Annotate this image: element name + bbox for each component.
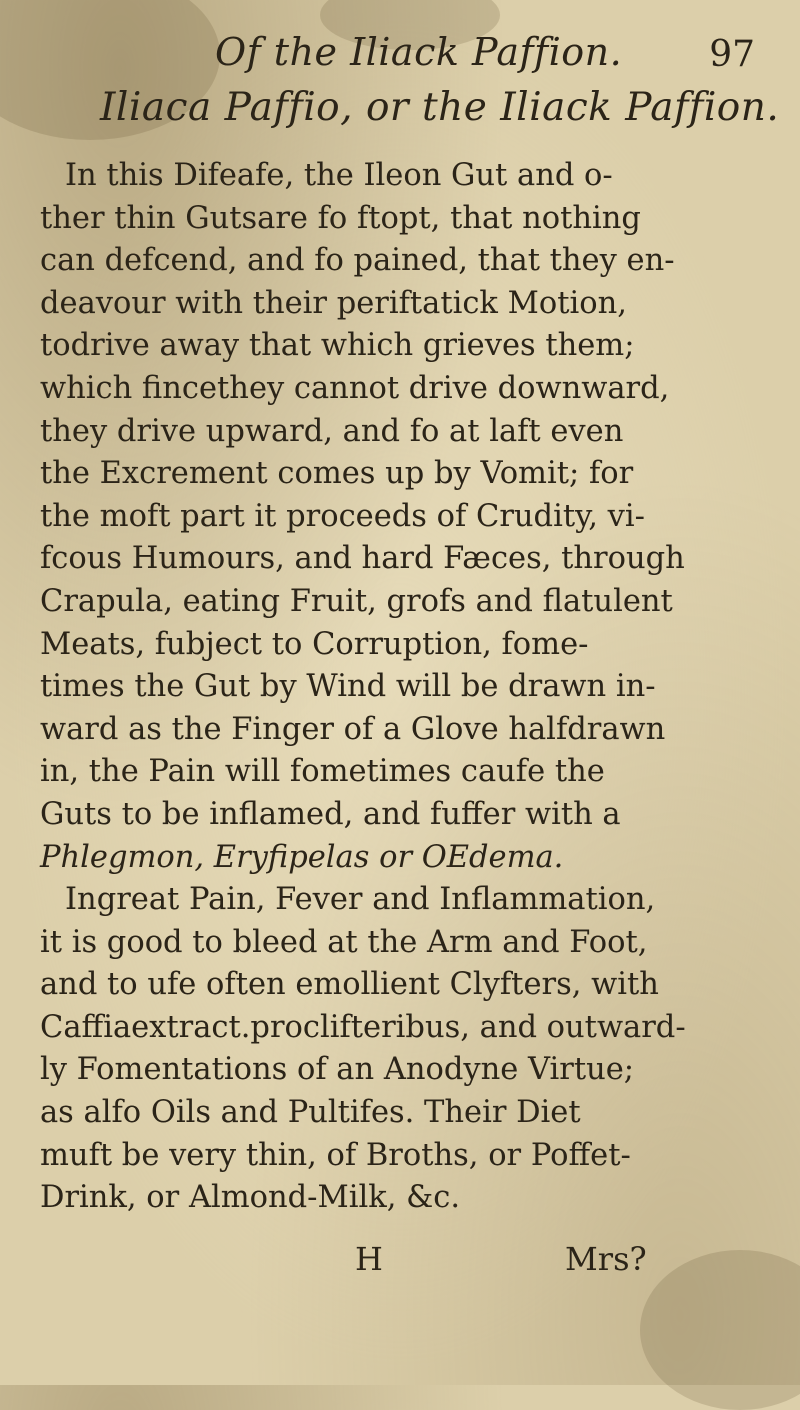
text-line: Phlegmon, Eryfipelas or OEdema. — [40, 839, 564, 875]
text-line: which fincethey cannot drive downward, — [40, 370, 670, 406]
text-line: it is good to bleed at the Arm and Foot, — [40, 924, 648, 960]
text-line: the Excrement comes up by Vomit; for — [40, 456, 634, 492]
page-footer — [0, 1240, 800, 1290]
text-line: In this Difeafe, the Ileon Gut and o- — [65, 158, 613, 193]
text-line: in, the Pain will fometimes caufe the — [40, 754, 605, 790]
text-line: todrive away that which grieves them; — [40, 328, 635, 364]
running-title: Of the Iliack Paffion. — [215, 30, 623, 74]
text-line: Ingreat Pain, Fever and Inflammation, — [65, 882, 656, 918]
text-line: and to ufe often emollient Clyfters, with — [40, 967, 659, 1003]
text-line: can defcend, and fo pained, that they en- — [40, 243, 675, 279]
text-line: Drink, or Almond-Milk, &c. — [40, 1180, 461, 1216]
text-line: times the Gut by Wind will be drawn in- — [40, 669, 656, 705]
text-line: they drive upward, and fo at laft even — [40, 413, 624, 449]
page-number: 97 — [709, 34, 755, 75]
text-line: ly Fomentations of an Anodyne Virtue; — [40, 1052, 635, 1088]
text-line: fcous Humours, and hard Fæces, through — [40, 541, 685, 577]
text-line: muft be very thin, of Broths, or Poffet- — [40, 1137, 631, 1173]
catchword: Mrs? — [565, 1240, 647, 1278]
text-line: Crapula, eating Fruit, grofs and flatulent — [40, 583, 673, 619]
text-line: Guts to be inflamed, and fuffer with a — [40, 796, 621, 832]
body-text — [40, 155, 730, 1220]
text-line: ther thin Gutsare fo ftopt, that nothing — [40, 200, 641, 236]
text-line: Meats, fubject to Corruption, fome- — [40, 626, 589, 662]
running-head — [0, 30, 800, 80]
section-title: Iliaca Paffio, or the Iliack Paffion. — [100, 85, 780, 130]
text-line: the moft part it proceeds of Crudity, vi- — [40, 498, 645, 534]
signature-mark: H — [355, 1240, 383, 1278]
text-line: Caffiaextract.proclifteribus, and outward- — [40, 1009, 686, 1045]
text-line: as alfo Oils and Pultifes. Their Diet — [40, 1095, 581, 1131]
text-line: deavour with their periftatick Motion, — [40, 285, 627, 321]
text-line: ward as the Finger of a Glove halfdrawn — [40, 711, 666, 747]
